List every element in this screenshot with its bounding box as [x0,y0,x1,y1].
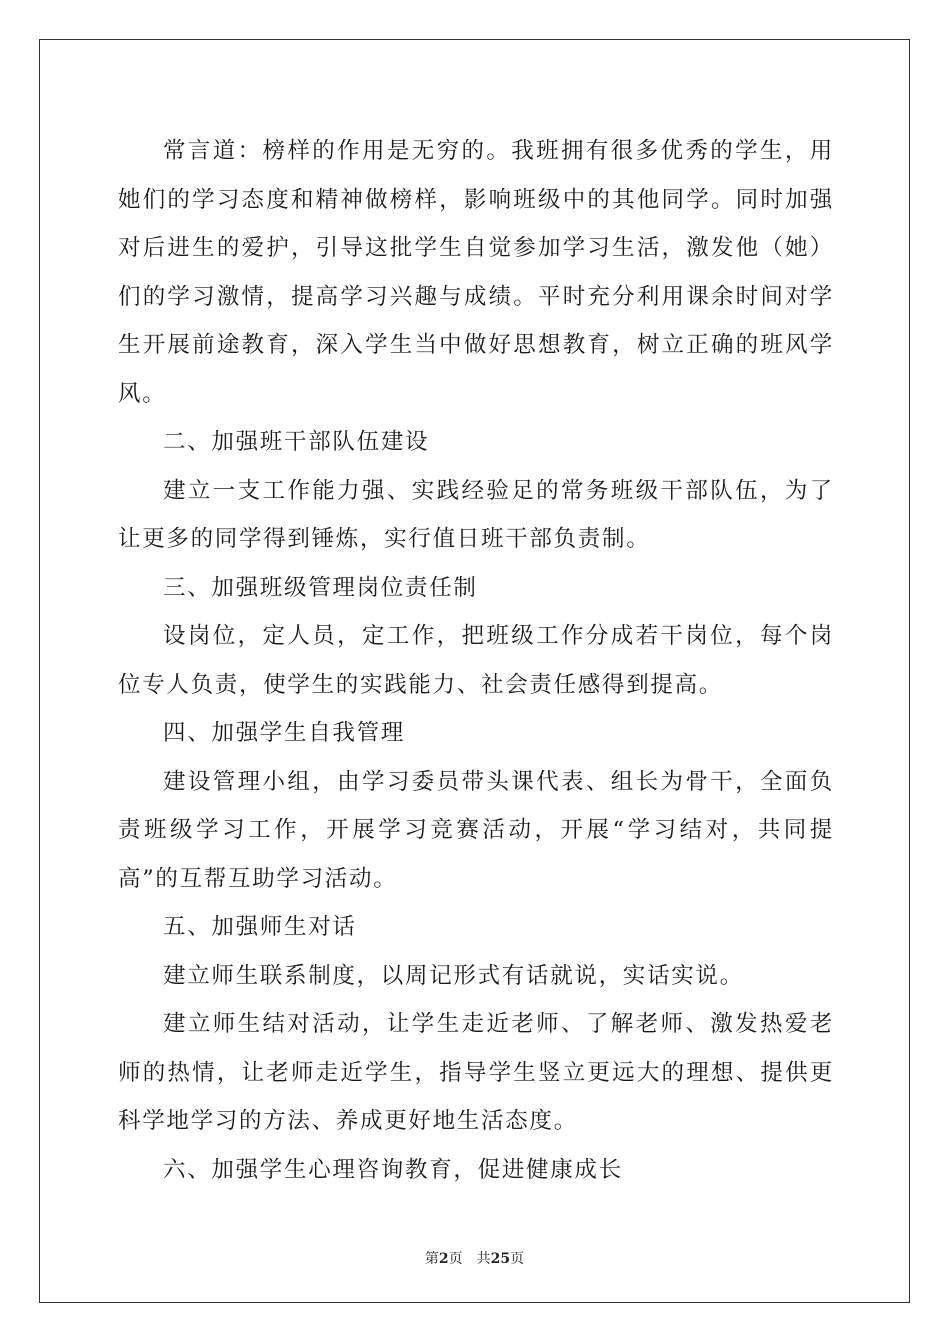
heading-class-cadre-team: 二、加强班干部队伍建设 [163,429,430,455]
total-suffix: 页 [510,1251,525,1267]
heading-post-responsibility: 三、加强班级管理岗位责任制 [163,574,478,601]
heading-teacher-student-dialogue: 五、加强师生对话 [163,914,357,940]
paragraph-role-models: 常言道：榜样的作用是无穷的。我班拥有很多优秀的学生，用她们的学习态度和精神做榜样，影响班级中的其他同学。同时加强对后进生的爱护，引导这批学生自觉参加学习生活，激发他（她）们的学习激情，提高学习兴趣与成绩。平时充分利用课余时间对学生开展前途教育，深入学生当中做好思想教育，树立正确的班风学风。 [118,138,834,407]
document-body [118,127,834,1194]
total-pages: 25 [490,1251,511,1267]
paragraph-class-cadre-team: 建立一支工作能力强、实践经验足的常务班级干部队伍，为了让更多的同学得到锤炼，实行值日班干部负责制。 [118,477,834,552]
heading-self-management: 四、加强学生自我管理 [163,720,406,746]
page-footer [40,1248,909,1268]
page-suffix: 页 [448,1251,463,1267]
page-number: 2 [438,1251,449,1267]
heading-psychological-counseling: 六、加强学生心理咨询教育，促进健康成长 [163,1156,623,1183]
paragraph-self-management: 建设管理小组，由学习委员带头课代表、组长为骨干，全面负责班级学习工作，开展学习竞赛活动，开展“学习结对，共同提高”的互帮互助学习活动。 [118,768,834,892]
total-prefix: 共 [476,1251,491,1267]
document-page [39,39,910,1303]
paragraph-post-responsibility: 设岗位，定人员，定工作，把班级工作分成若干岗位，每个岗位专人负责，使学生的实践能力、社会责任感得到提高。 [118,623,834,698]
paragraph-contact-system: 建立师生联系制度，以周记形式有话就说，实话实说。 [163,962,744,989]
paragraph-pairing-activity: 建立师生结对活动，让学生走近老师、了解老师、激发热爱老师的热情，让老师走近学生，指导学生竖立更远大的理想、提供更科学地学习的方法、养成更好地生活态度。 [118,1011,834,1134]
page-prefix: 第 [424,1251,439,1267]
